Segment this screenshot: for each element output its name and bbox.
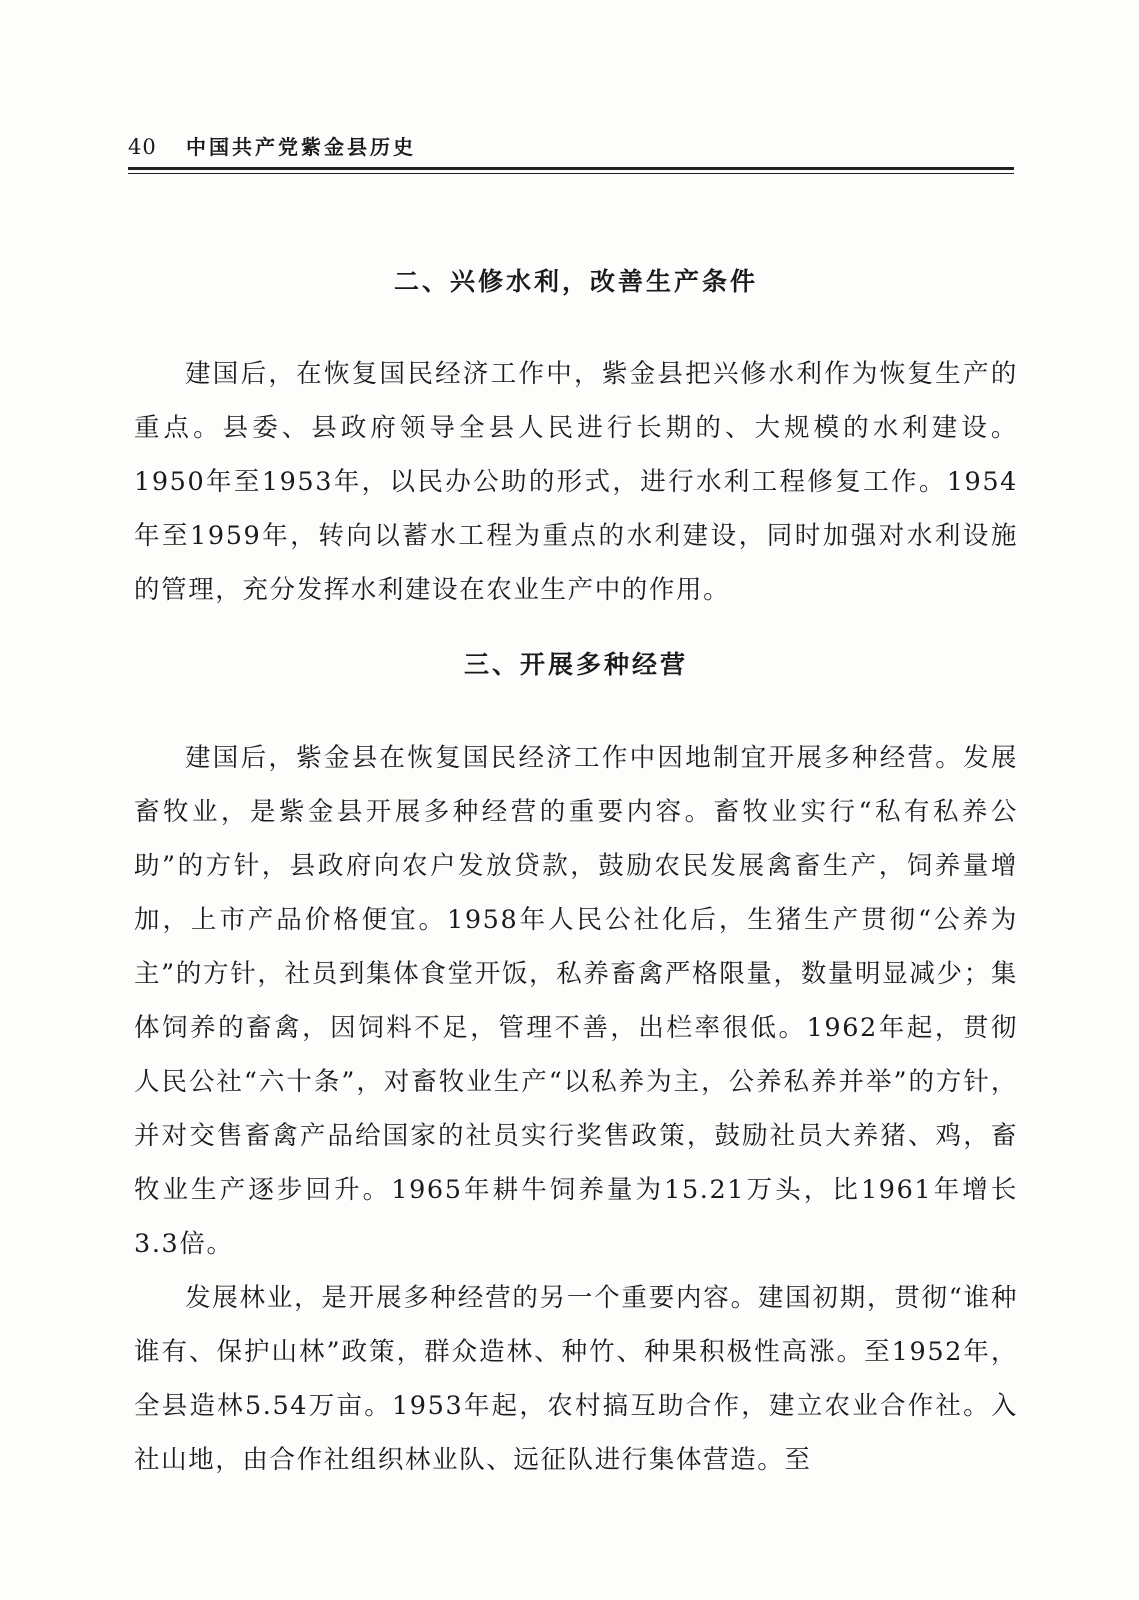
header-rule-thick: [128, 167, 1014, 170]
body-paragraph: 建国后，在恢复国民经济工作中，紫金县把兴修水利作为恢复生产的重点。县委、县政府领导全县人民进行长期的、大规模的水利建设。1950年至1953年，以民办公助的形式，进行水利工程修复工作。1954年至1959年，转向以蓄水工程为重点的水利建设，同时加强对水利设施的管理，充分发挥水利建设在农业生产中的作用。: [134, 359, 1018, 605]
section-water-conservancy: [134, 262, 1018, 617]
body-paragraph: 建国后，紫金县在恢复国民经济工作中因地制宜开展多种经营。发展畜牧业，是紫金县开展多种经营的重要内容。畜牧业实行“私有私养公助”的方针，县政府向农户发放贷款，鼓励农民发展禽畜生产，饲养量增加，上市产品价格便宜。1958年人民公社化后，生猪生产贯彻“公养为主”的方针，社员到集体食堂开饭，私养畜禽严格限量，数量明显减少；集体饲养的畜禽，因饲料不足，管理不善，出栏率很低。1962年起，贯彻人民公社“六十条”，对畜牧业生产“以私养为主，公养私养并举”的方针，并对交售畜禽产品给国家的社员实行奖售政策，鼓励社员大养猪、鸡，畜牧业生产逐步回升。1965年耕牛饲养量为15.21万头，比1961年增长3.3倍。: [134, 743, 1018, 1259]
section-heading: 三、开展多种经营: [463, 650, 688, 679]
section-heading: 二、兴修水利，改善生产条件: [393, 267, 758, 296]
page-number: 40: [128, 135, 157, 159]
running-header: [128, 130, 1014, 164]
section-diversified-economy: [134, 645, 1018, 1487]
body-paragraph: 发展林业，是开展多种经营的另一个重要内容。建国初期，贯彻“谁种谁有、保护山林”政策，群众造林、种竹、种果积极性高涨。至1952年，全县造林5.54万亩。1953年起，农村搞互助合作，建立农业合作社。入社山地，由合作社组织林业队、远征队进行集体营造。至: [134, 1283, 1018, 1475]
header-rule-thin: [128, 173, 1014, 174]
book-title: 中国共产党紫金县历史: [186, 135, 416, 159]
